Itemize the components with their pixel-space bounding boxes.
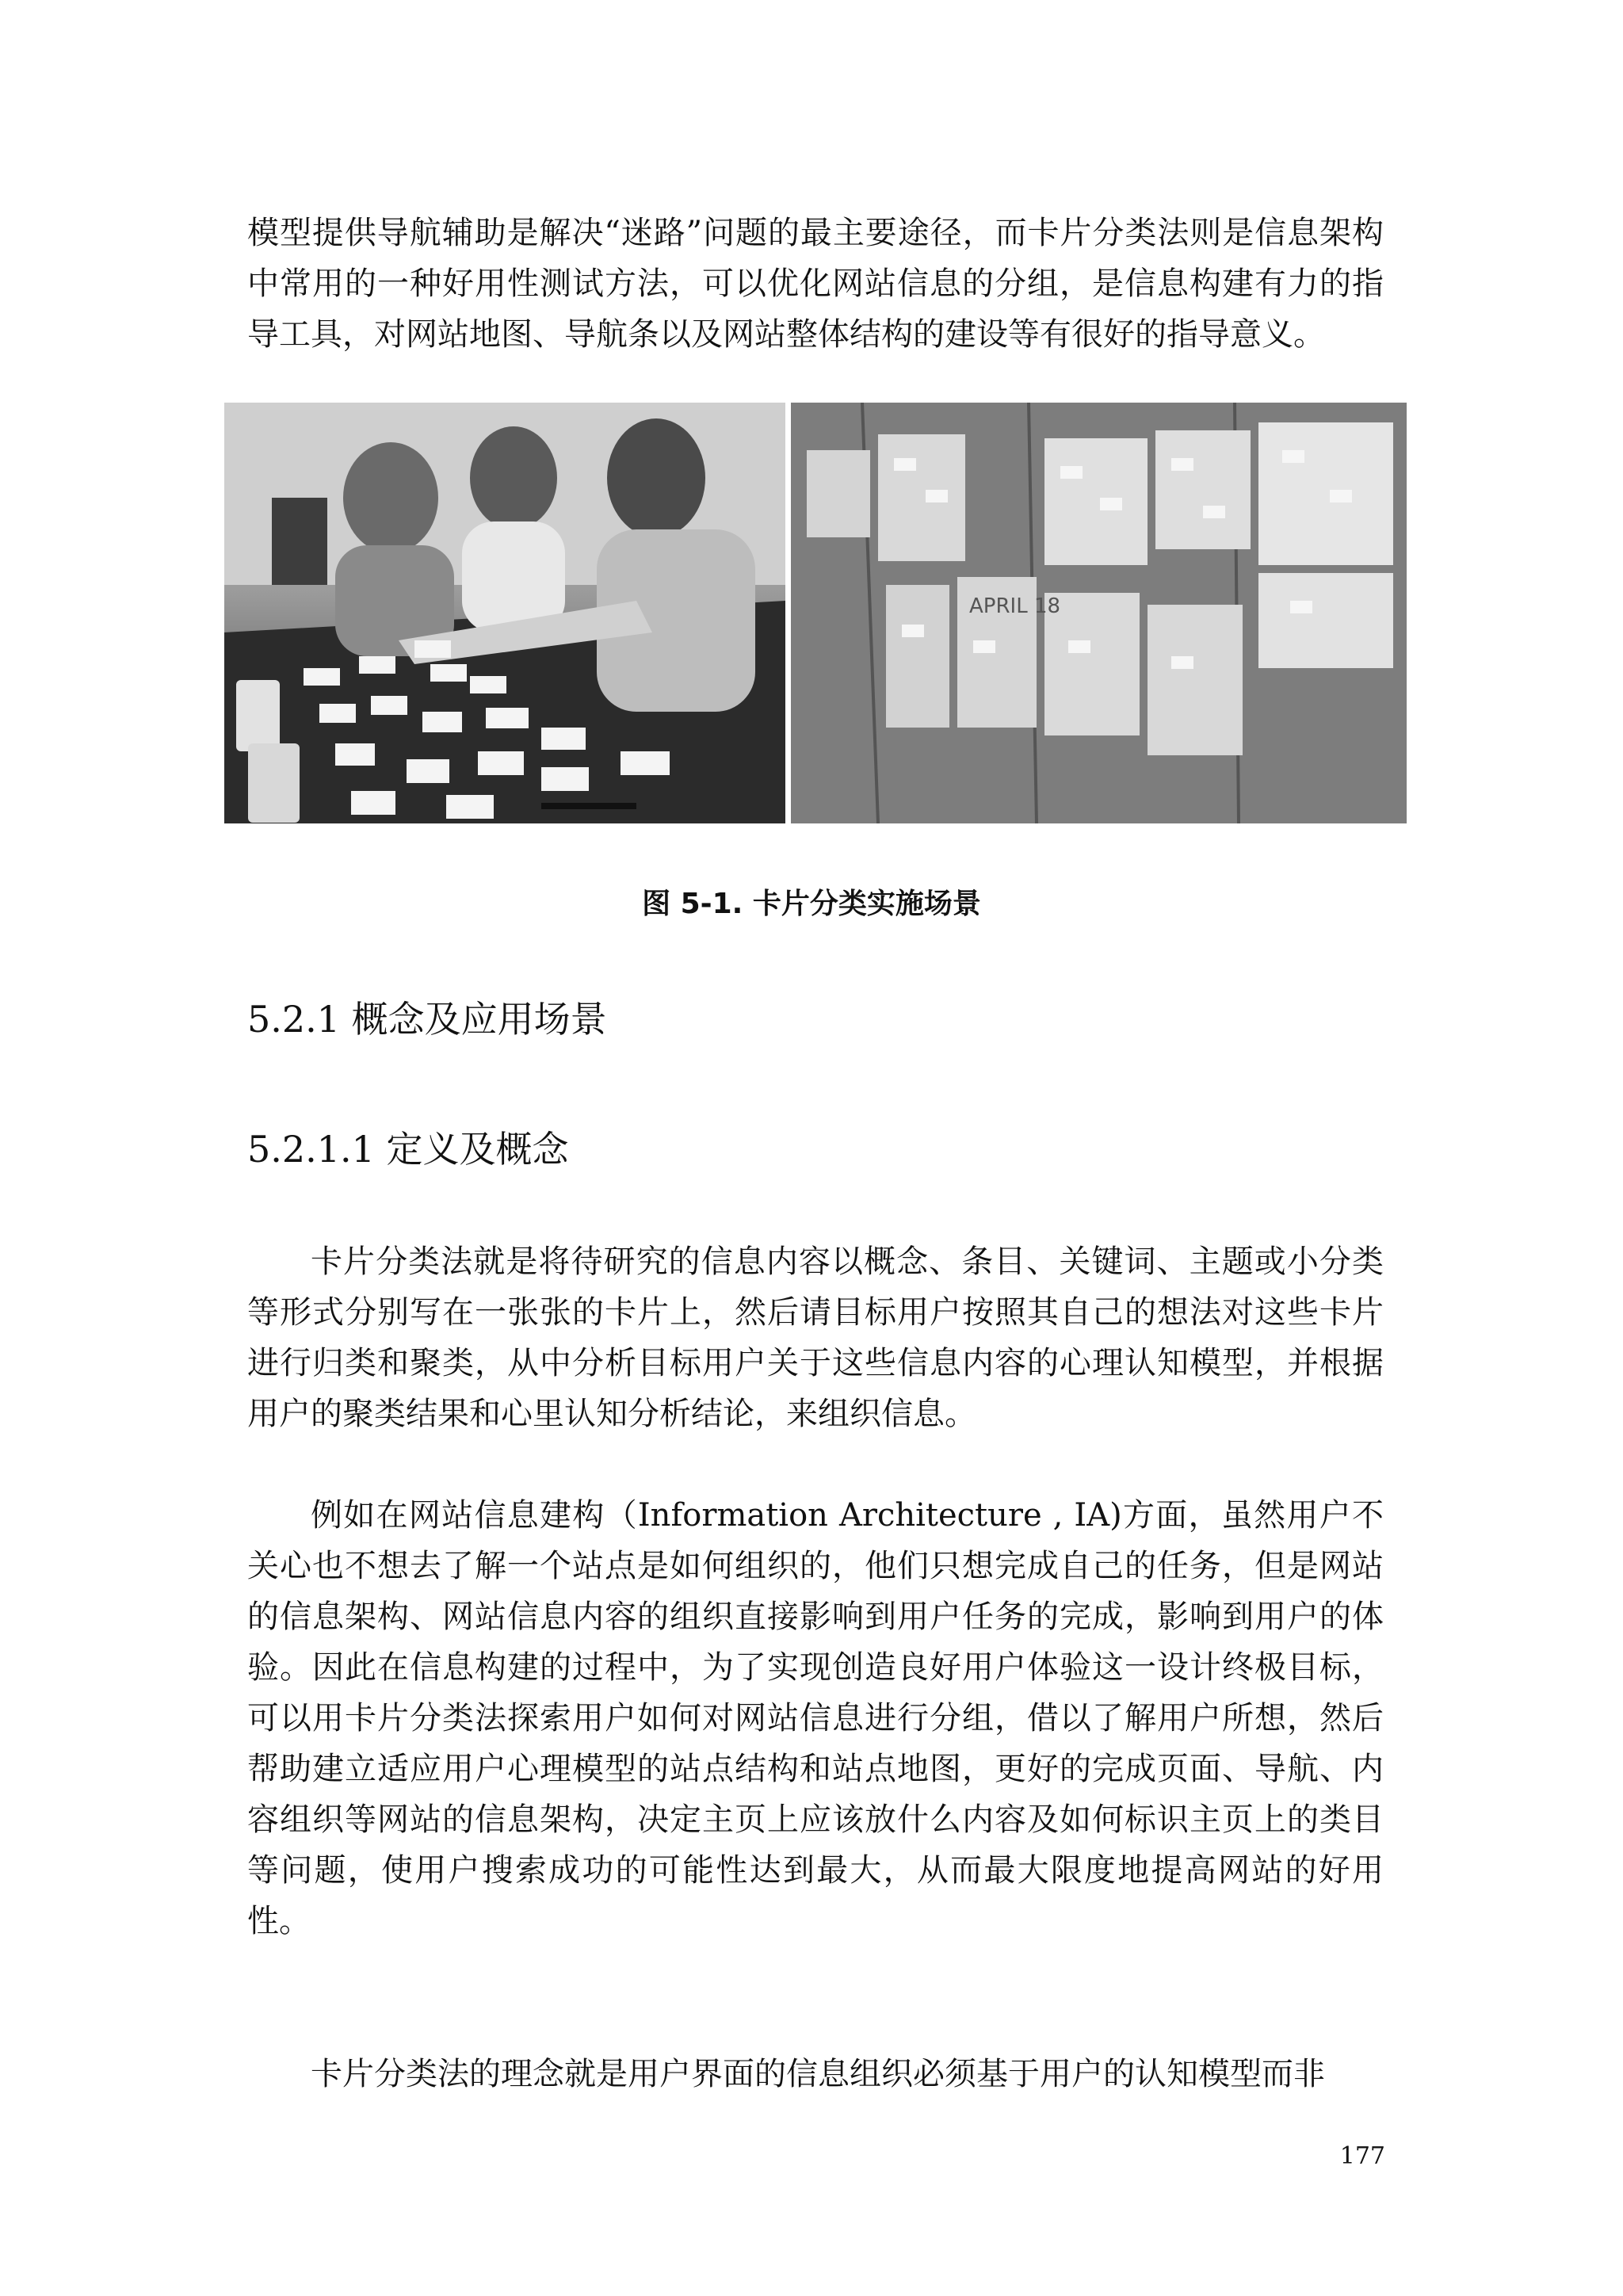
body-paragraph-1: 卡片分类法就是将待研究的信息内容以概念、条目、关键词、主题或小分类等形式分别写在一张张的卡片上，然后请目标用户按照其自己的想法对这些卡片进行归类和聚类，从中分析目标用户关于这些信息内容的心理认知模型，并根据用户的聚类结果和心里认知分析结论，来组织信息。 [247,1244,1384,1432]
page-number: 177 [1339,2142,1385,2170]
photo-card-sorting-table [224,403,785,823]
wall-note-text: APRIL 18 [969,594,1061,618]
table-scene-illustration [224,403,785,823]
photo-card-sorting-wall [791,403,1407,823]
body-paragraph-2: 例如在网站信息建构（Information Architecture , IA)方面，虽然用户不关心也不想去了解一个站点是如何组织的，他们只想完成自己的任务，但是网站的信息架构、网站信息内容的组织直接影响到用户任务的完成，影响到用户的体验。因此在信息构建的过程中，为了实现创造良好用户体验这一设计终极目标，可以用卡片分类法探索用户如何对网站信息进行分组，借以了解用户所想，然后帮助建立适应用户心理模型的站点结构和站点地图，更好的完成页面、导航、内容组织等网站的信息架构，决定主页上应该放什么内容及如何标识主页上的类目等问题，使用户搜索成功的可能性达到最大，从而最大限度地提高网站的好用性。 [247,1497,1384,1939]
intro-paragraph: 模型提供导航辅助是解决“迷路”问题的最主要途径，而卡片分类法则是信息架构中常用的一种好用性测试方法，可以优化网站信息的分组，是信息构建有力的指导工具，对网站地图、导航条以及网站整体结构的建设等有很好的指导意义。 [247,215,1384,353]
figure-card-sorting [224,403,1407,823]
figure-caption: 图 5-1. 卡片分类实施场景 [642,888,981,920]
body-paragraph-3: 卡片分类法的理念就是用户界面的信息组织必须基于用户的认知模型而非 [311,2056,1325,2092]
wall-scene-illustration [791,403,1407,823]
subsection-heading: 5.2.1.1 定义及概念 [247,1128,569,1171]
section-heading: 5.2.1 概念及应用场景 [247,998,607,1041]
